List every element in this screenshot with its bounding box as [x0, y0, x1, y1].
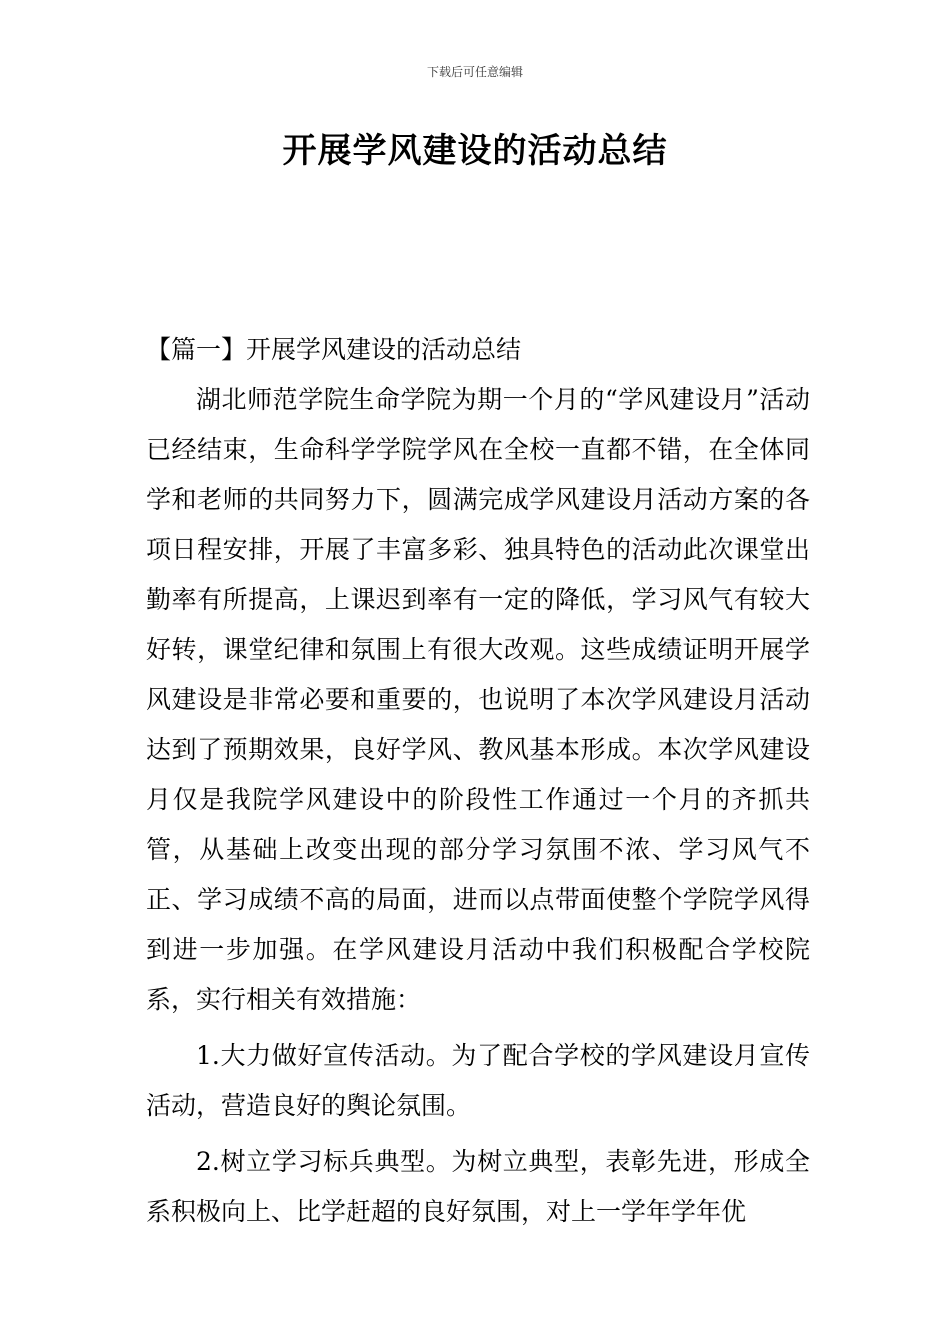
header-note: 下载后可任意编辑 — [426, 65, 523, 79]
document-title: 开展学风建设的活动总结 — [282, 131, 668, 171]
section-heading: 【篇一】开展学风建设的活动总结 — [146, 335, 522, 364]
paragraph-item-2: 2.树立学习标兵典型。为树立典型，表彰先进，形成全系积极向上、比学赶超的良好氛围，对上一学年学年优 — [146, 1147, 810, 1226]
paragraph-intro: 湖北师范学院生命学院为期一个月的“学风建设月”活动已经结束，生命科学学院学风在全校一直都不错，在全体同学和老师的共同努力下，圆满完成学风建设月活动方案的各项日程安排，开展了丰富多彩、独具特色的活动此次课堂出勤率有所提高，上课迟到率有一定的降低，学习风气有较大好转，课堂纪律和氛围上有很大改观。这些成绩证明开展学风建设是非常必要和重要的，也说明了本次学风建设月活动达到了预期效果，良好学风、教风基本形成。本次学风建设月仅是我院学风建设中的阶段性工作通过一个月的齐抓共管，从基础上改变出现的部分学习氛围不浓、学习风气不正、学习成绩不高的局面，进而以点带面使整个学院学风得到进一步加强。在学风建设月活动中我们积极配合学校院系，实行相关有效措施： — [146, 385, 810, 1014]
paragraph-item-1: 1.大力做好宣传活动。为了配合学校的学风建设月宣传活动，营造良好的舆论氛围。 — [146, 1041, 810, 1120]
document-body — [146, 325, 810, 1237]
